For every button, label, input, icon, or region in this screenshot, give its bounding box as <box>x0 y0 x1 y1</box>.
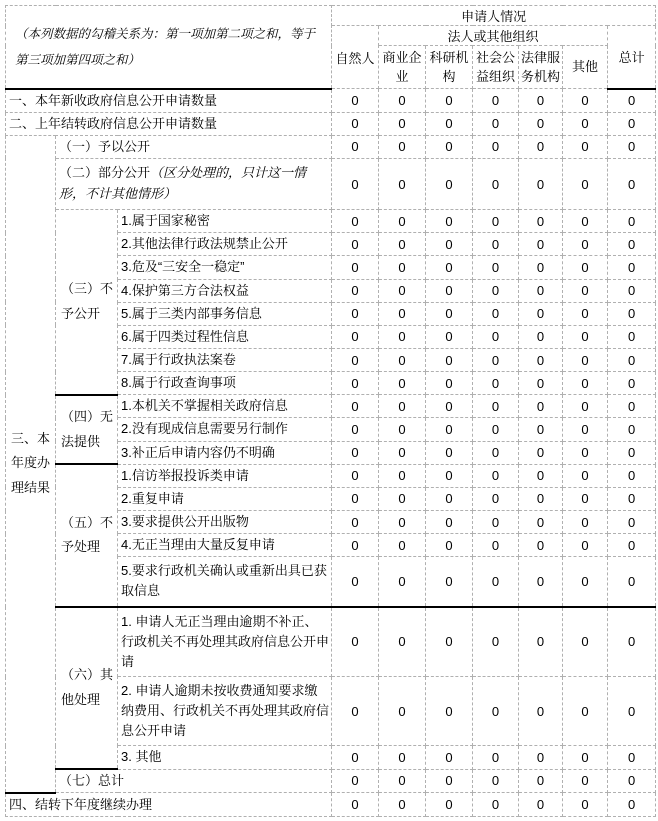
value-cell: 0 <box>563 395 608 418</box>
value-cell: 0 <box>563 135 608 158</box>
value-cell: 0 <box>379 769 426 793</box>
header-research-institution: 科研机构 <box>426 46 473 89</box>
value-cell: 0 <box>332 89 379 113</box>
value-cell: 0 <box>426 325 473 348</box>
value-cell: 0 <box>332 233 379 256</box>
value-cell: 0 <box>563 302 608 325</box>
row-label-subtotal: （七）总计 <box>56 769 332 793</box>
value-cell: 0 <box>332 395 379 418</box>
value-cell: 0 <box>519 210 563 233</box>
value-cell: 0 <box>563 89 608 113</box>
row-group-denied: （三）不予公开 <box>56 210 118 395</box>
value-cell: 0 <box>473 325 519 348</box>
value-cell: 0 <box>473 677 519 746</box>
value-cell: 0 <box>426 395 473 418</box>
value-cell: 0 <box>379 135 426 158</box>
row-label-admin-inquiry: 8.属于行政查询事项 <box>118 372 332 395</box>
value-cell: 0 <box>332 349 379 372</box>
value-cell: 0 <box>426 511 473 534</box>
value-cell: 0 <box>426 158 473 209</box>
value-cell: 0 <box>608 302 656 325</box>
value-cell: 0 <box>426 349 473 372</box>
value-cell: 0 <box>332 418 379 441</box>
value-cell: 0 <box>379 256 426 279</box>
value-cell: 0 <box>519 279 563 302</box>
value-cell: 0 <box>563 210 608 233</box>
value-cell: 0 <box>332 302 379 325</box>
value-cell: 0 <box>379 89 426 113</box>
value-cell: 0 <box>379 607 426 677</box>
value-cell: 0 <box>519 793 563 817</box>
value-cell: 0 <box>473 464 519 487</box>
value-cell: 0 <box>519 325 563 348</box>
value-cell: 0 <box>473 487 519 510</box>
value-cell: 0 <box>379 372 426 395</box>
value-cell: 0 <box>426 464 473 487</box>
value-cell: 0 <box>473 557 519 607</box>
header-legal-org-group: 法人或其他组织 <box>379 26 608 46</box>
value-cell: 0 <box>563 325 608 348</box>
row-label-overdue-no-correction: 1. 申请人无正当理由逾期不补正、行政机关不再处理其政府信息公开申请 <box>118 607 332 677</box>
table-row <box>6 769 656 793</box>
row-label-reissue-info: 5.要求行政机关确认或重新出具已获取信息 <box>118 557 332 607</box>
value-cell: 0 <box>332 210 379 233</box>
value-cell: 0 <box>426 372 473 395</box>
value-cell: 0 <box>608 677 656 746</box>
value-cell: 0 <box>608 256 656 279</box>
value-cell: 0 <box>608 557 656 607</box>
value-cell: 0 <box>519 395 563 418</box>
table-row <box>6 135 656 158</box>
value-cell: 0 <box>473 769 519 793</box>
value-cell: 0 <box>563 349 608 372</box>
value-cell: 0 <box>473 418 519 441</box>
value-cell: 0 <box>519 534 563 557</box>
row-label-petition-complaint: 1.信访举报投诉类申请 <box>118 464 332 487</box>
value-cell: 0 <box>473 372 519 395</box>
value-cell: 0 <box>608 279 656 302</box>
value-cell: 0 <box>332 793 379 817</box>
row-label-other: 3. 其他 <box>118 746 332 769</box>
value-cell: 0 <box>519 746 563 769</box>
table-row <box>6 607 656 677</box>
value-cell: 0 <box>426 677 473 746</box>
value-cell: 0 <box>426 233 473 256</box>
value-cell: 0 <box>608 511 656 534</box>
value-cell: 0 <box>473 158 519 209</box>
value-cell: 0 <box>426 135 473 158</box>
note-cell: （本列数据的勾稽关系为：第一项加第二项之和，等于第三项加第四项之和） <box>6 6 332 89</box>
value-cell: 0 <box>608 135 656 158</box>
value-cell: 0 <box>332 325 379 348</box>
value-cell: 0 <box>519 89 563 113</box>
value-cell: 0 <box>563 112 608 135</box>
value-cell: 0 <box>379 302 426 325</box>
value-cell: 0 <box>473 210 519 233</box>
row-group-not-processed: （五）不予处理 <box>56 464 118 606</box>
value-cell: 0 <box>473 135 519 158</box>
header-natural-person: 自然人 <box>332 26 379 89</box>
value-cell: 0 <box>379 441 426 464</box>
value-cell: 0 <box>563 279 608 302</box>
row-group-other-handling: （六）其他处理 <box>56 607 118 769</box>
value-cell: 0 <box>519 349 563 372</box>
value-cell: 0 <box>473 793 519 817</box>
table-row <box>6 89 656 113</box>
value-cell: 0 <box>473 279 519 302</box>
value-cell: 0 <box>332 279 379 302</box>
value-cell: 0 <box>563 746 608 769</box>
value-cell: 0 <box>608 769 656 793</box>
value-cell: 0 <box>332 487 379 510</box>
value-cell: 0 <box>332 372 379 395</box>
row-label-carried-over: 二、上年结转政府信息公开申请数量 <box>6 112 332 135</box>
value-cell: 0 <box>563 607 608 677</box>
header-applicant-group: 申请人情况 <box>332 6 656 26</box>
table-row <box>6 158 656 209</box>
value-cell: 0 <box>563 677 608 746</box>
value-cell: 0 <box>426 441 473 464</box>
value-cell: 0 <box>563 464 608 487</box>
value-cell: 0 <box>426 279 473 302</box>
value-cell: 0 <box>379 158 426 209</box>
value-cell: 0 <box>473 511 519 534</box>
header-row-1 <box>6 6 656 26</box>
row-label-publications: 3.要求提供公开出版物 <box>118 511 332 534</box>
value-cell: 0 <box>519 769 563 793</box>
value-cell: 0 <box>519 487 563 510</box>
row-label-granted: （一）予以公开 <box>56 135 332 158</box>
value-cell: 0 <box>379 210 426 233</box>
value-cell: 0 <box>379 677 426 746</box>
row-label-carry-forward: 四、结转下年度继续办理 <box>6 793 332 817</box>
value-cell: 0 <box>426 746 473 769</box>
row-label-note: （区分处理的，只计这一情形，不计其他情形） <box>59 165 307 203</box>
value-cell: 0 <box>563 418 608 441</box>
value-cell: 0 <box>379 279 426 302</box>
value-cell: 0 <box>519 233 563 256</box>
value-cell: 0 <box>608 112 656 135</box>
value-cell: 0 <box>332 158 379 209</box>
value-cell: 0 <box>519 607 563 677</box>
value-cell: 0 <box>379 325 426 348</box>
value-cell: 0 <box>608 793 656 817</box>
report-table-body <box>6 89 656 817</box>
value-cell: 0 <box>519 372 563 395</box>
value-cell: 0 <box>608 210 656 233</box>
value-cell: 0 <box>519 677 563 746</box>
row-label-repeated-requests: 4.无正当理由大量反复申请 <box>118 534 332 557</box>
value-cell: 0 <box>379 746 426 769</box>
value-cell: 0 <box>379 112 426 135</box>
value-cell: 0 <box>426 607 473 677</box>
table-row <box>6 464 656 487</box>
value-cell: 0 <box>608 487 656 510</box>
value-cell: 0 <box>473 302 519 325</box>
header-total: 总计 <box>608 26 656 89</box>
value-cell: 0 <box>426 210 473 233</box>
value-cell: 0 <box>426 769 473 793</box>
value-cell: 0 <box>519 135 563 158</box>
header-commercial-enterprise: 商业企业 <box>379 46 426 89</box>
row-label-duplicate: 2.重复申请 <box>118 487 332 510</box>
value-cell: 0 <box>426 256 473 279</box>
value-cell: 0 <box>332 534 379 557</box>
value-cell: 0 <box>519 418 563 441</box>
value-cell: 0 <box>563 487 608 510</box>
value-cell: 0 <box>608 349 656 372</box>
value-cell: 0 <box>473 395 519 418</box>
value-cell: 0 <box>608 607 656 677</box>
value-cell: 0 <box>519 158 563 209</box>
header-public-welfare-org: 社会公益组织 <box>473 46 519 89</box>
value-cell: 0 <box>563 793 608 817</box>
row-label-prohibited-by-law: 2.其他法律行政法规禁止公开 <box>118 233 332 256</box>
value-cell: 0 <box>473 89 519 113</box>
value-cell: 0 <box>519 557 563 607</box>
row-label-enforcement-files: 7.属于行政执法案卷 <box>118 349 332 372</box>
row-label-needs-creation: 2.没有现成信息需要另行制作 <box>118 418 332 441</box>
value-cell: 0 <box>608 89 656 113</box>
row-group-unable-to-provide: （四）无法提供 <box>56 395 118 464</box>
value-cell: 0 <box>563 372 608 395</box>
value-cell: 0 <box>563 441 608 464</box>
value-cell: 0 <box>332 135 379 158</box>
value-cell: 0 <box>473 534 519 557</box>
value-cell: 0 <box>519 256 563 279</box>
table-row <box>6 112 656 135</box>
row-label-endanger-security: 3.危及“三安全一稳定” <box>118 256 332 279</box>
value-cell: 0 <box>426 112 473 135</box>
value-cell: 0 <box>426 302 473 325</box>
row-label-state-secret: 1.属于国家秘密 <box>118 210 332 233</box>
value-cell: 0 <box>379 511 426 534</box>
value-cell: 0 <box>379 534 426 557</box>
value-cell: 0 <box>426 487 473 510</box>
value-cell: 0 <box>473 607 519 677</box>
value-cell: 0 <box>426 557 473 607</box>
value-cell: 0 <box>473 256 519 279</box>
row-group-annual-results: 三、本年度办理结果 <box>6 135 56 792</box>
value-cell: 0 <box>519 302 563 325</box>
value-cell: 0 <box>332 441 379 464</box>
value-cell: 0 <box>563 557 608 607</box>
value-cell: 0 <box>332 677 379 746</box>
value-cell: 0 <box>608 746 656 769</box>
value-cell: 0 <box>519 441 563 464</box>
value-cell: 0 <box>379 418 426 441</box>
value-cell: 0 <box>473 233 519 256</box>
table-row <box>6 793 656 817</box>
value-cell: 0 <box>563 158 608 209</box>
row-label-not-held: 1.本机关不掌握相关政府信息 <box>118 395 332 418</box>
row-label-new-requests: 一、本年新收政府信息公开申请数量 <box>6 89 332 113</box>
value-cell: 0 <box>563 534 608 557</box>
table-row <box>6 210 656 233</box>
value-cell: 0 <box>608 325 656 348</box>
row-label-third-party-rights: 4.保护第三方合法权益 <box>118 279 332 302</box>
value-cell: 0 <box>426 418 473 441</box>
value-cell: 0 <box>608 372 656 395</box>
value-cell: 0 <box>379 487 426 510</box>
value-cell: 0 <box>608 233 656 256</box>
value-cell: 0 <box>332 607 379 677</box>
value-cell: 0 <box>379 793 426 817</box>
value-cell: 0 <box>379 233 426 256</box>
value-cell: 0 <box>426 89 473 113</box>
value-cell: 0 <box>473 112 519 135</box>
row-label-unpaid-fees: 2. 申请人逾期未按收费通知要求缴纳费用、行政机关不再处理其政府信息公开申请 <box>118 677 332 746</box>
value-cell: 0 <box>379 395 426 418</box>
value-cell: 0 <box>332 112 379 135</box>
value-cell: 0 <box>332 769 379 793</box>
table-header <box>6 6 656 89</box>
header-legal-service-org: 法律服务机构 <box>519 46 563 89</box>
value-cell: 0 <box>473 746 519 769</box>
header-other-org: 其他 <box>563 46 608 89</box>
value-cell: 0 <box>563 256 608 279</box>
value-cell: 0 <box>332 511 379 534</box>
value-cell: 0 <box>379 557 426 607</box>
value-cell: 0 <box>379 464 426 487</box>
value-cell: 0 <box>332 557 379 607</box>
value-cell: 0 <box>608 441 656 464</box>
value-cell: 0 <box>608 395 656 418</box>
value-cell: 0 <box>332 746 379 769</box>
value-cell: 0 <box>519 464 563 487</box>
value-cell: 0 <box>473 349 519 372</box>
value-cell: 0 <box>519 511 563 534</box>
value-cell: 0 <box>332 464 379 487</box>
table-row <box>6 395 656 418</box>
value-cell: 0 <box>608 158 656 209</box>
value-cell: 0 <box>332 256 379 279</box>
value-cell: 0 <box>563 233 608 256</box>
value-cell: 0 <box>563 769 608 793</box>
value-cell: 0 <box>519 112 563 135</box>
value-cell: 0 <box>608 534 656 557</box>
row-label-process-info: 6.属于四类过程性信息 <box>118 325 332 348</box>
row-label-partially-granted: （二）部分公开（区分处理的，只计这一情形，不计其他情形） <box>56 158 332 209</box>
value-cell: 0 <box>426 793 473 817</box>
row-label-still-unclear: 3.补正后申请内容仍不明确 <box>118 441 332 464</box>
value-cell: 0 <box>379 349 426 372</box>
row-label-internal-affairs: 5.属于三类内部事务信息 <box>118 302 332 325</box>
value-cell: 0 <box>563 511 608 534</box>
disclosure-report-table <box>5 5 656 817</box>
value-cell: 0 <box>426 534 473 557</box>
value-cell: 0 <box>473 441 519 464</box>
value-cell: 0 <box>608 418 656 441</box>
value-cell: 0 <box>608 464 656 487</box>
